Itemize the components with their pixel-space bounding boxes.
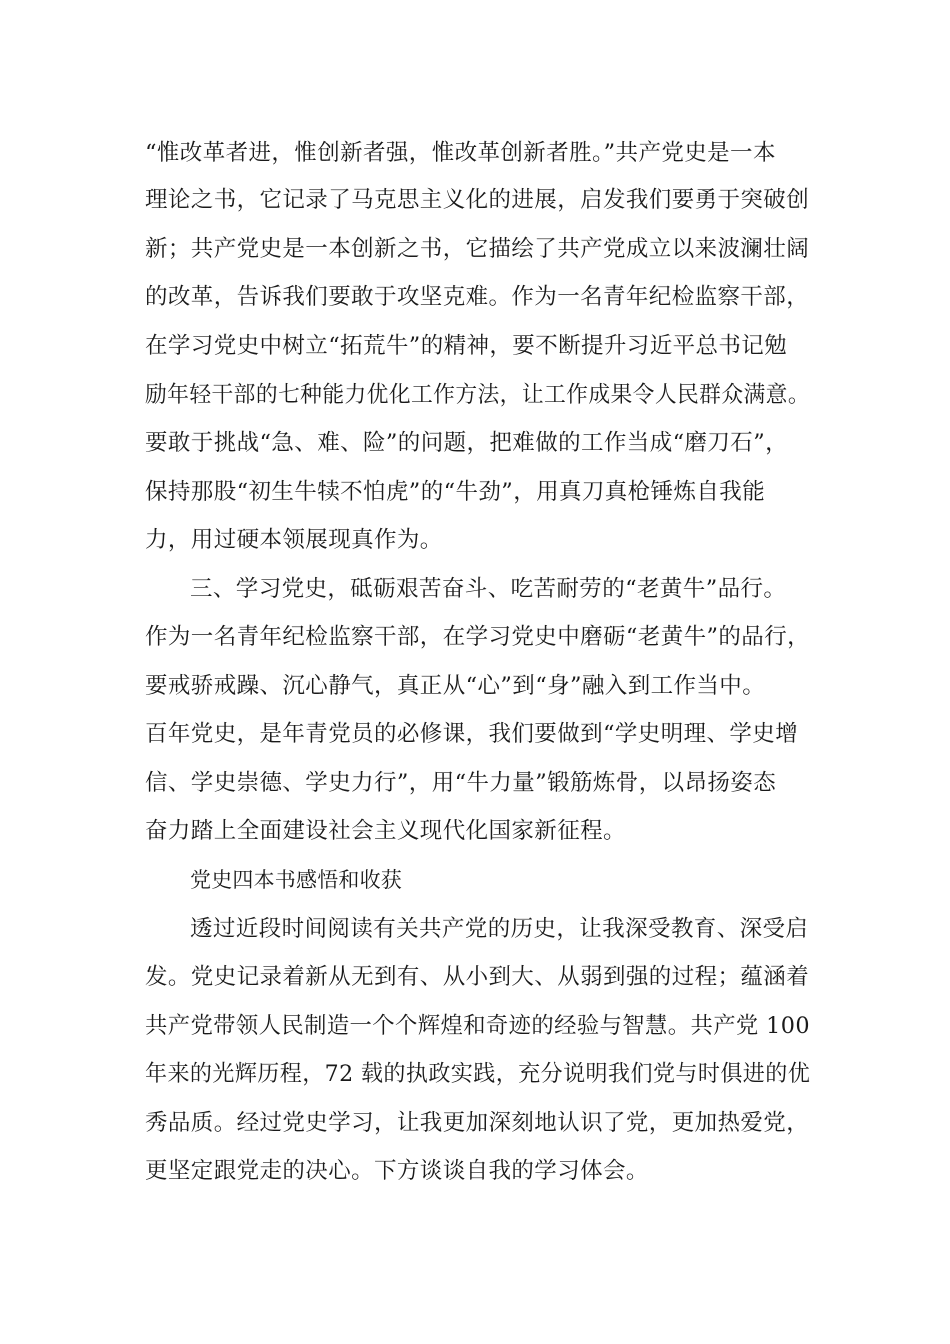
paragraph-line: 保持那股“初生牛犊不怕虎”的“牛劲”，用真刀真枪锤炼自我能 <box>145 479 766 505</box>
paragraph-line: 要敢于挑战“急、难、险”的问题，把难做的工作当成“磨刀石”， <box>145 430 789 456</box>
paragraph-line: 理论之书，它记录了马克思主义化的进展，启发我们要勇于突破创 <box>145 187 810 213</box>
paragraph-line: 共产党带领人民制造一个个辉煌和奇迹的经验与智慧。共产党 100 <box>145 1013 810 1039</box>
section-heading: 三、学习党史，砥砺艰苦奋斗、吃苦耐劳的“老黄牛”品行。 <box>190 576 787 602</box>
paragraph-line: 透过近段时间阅读有关共产党的历史，让我深受教育、深受启 <box>190 916 809 942</box>
paragraph-line: 信、学史崇德、学史力行”，用“牛力量”锻筋炼骨，以昂扬姿态 <box>145 770 777 796</box>
paragraph-line: 更坚定跟党走的决心。下方谈谈自我的学习体会。 <box>145 1158 649 1184</box>
paragraph-line: 励年轻干部的七种能力优化工作方法，让工作成果令人民群众满意。 <box>145 382 811 408</box>
paragraph-line: 秀品质。经过党史学习，让我更加深刻地认识了党，更加热爱党， <box>145 1110 810 1136</box>
paragraph-line: 发。党史记录着新从无到有、从小到大、从弱到强的过程；蕴涵着 <box>145 964 810 990</box>
paragraph-line: 新；共产党史是一本创新之书，它描绘了共产党成立以来波澜壮阔 <box>145 236 810 262</box>
paragraph-line: 奋力踏上全面建设社会主义现代化国家新征程。 <box>145 818 626 844</box>
paragraph-line: 年来的光辉历程，72 载的执政实践，充分说明我们党与时俱进的优 <box>145 1061 811 1087</box>
paragraph-line: 力，用过硬本领展现真作为。 <box>145 527 443 553</box>
paragraph-line: 要戒骄戒躁、沉心静气，真正从“心”到“身”融入到工作当中。 <box>145 673 766 699</box>
article-title: 党史四本书感悟和收获 <box>190 868 402 892</box>
paragraph-line: 百年党史，是年青党员的必修课，我们要做到“学史明理、学史增 <box>145 721 799 747</box>
paragraph-line: “惟改革者进，惟创新者强，惟改革创新者胜。”共产党史是一本 <box>145 140 776 166</box>
paragraph-line: 作为一名青年纪检监察干部，在学习党史中磨砺“老黄牛”的品行， <box>145 624 811 650</box>
paragraph-line: 在学习党史中树立“拓荒牛”的精神，要不断提升习近平总书记勉 <box>145 333 788 359</box>
paragraph-line: 的改革，告诉我们要敢于攻坚克难。作为一名青年纪检监察干部， <box>145 284 810 310</box>
